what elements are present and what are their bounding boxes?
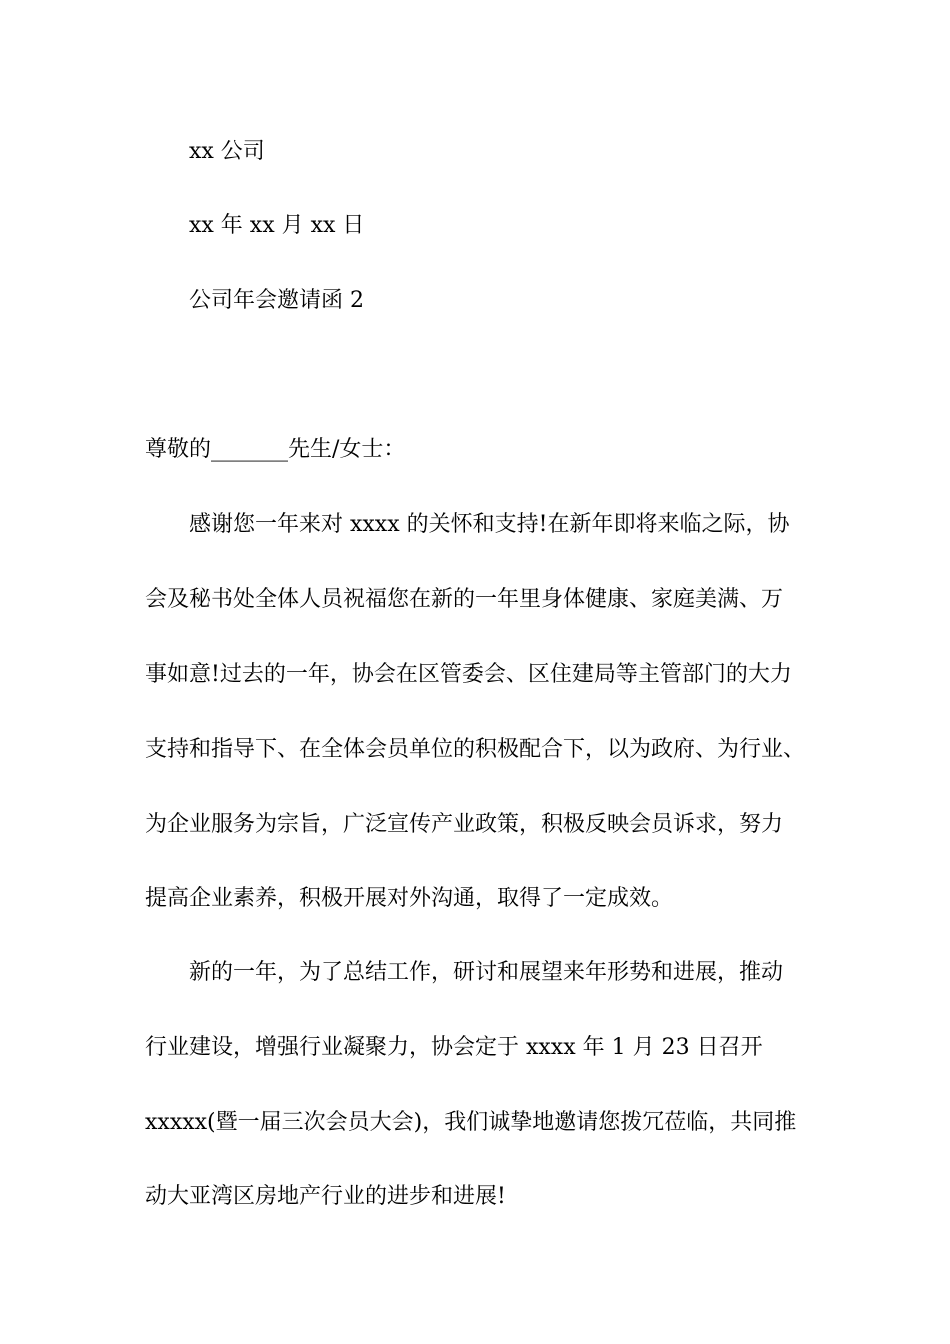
- paragraph-2-line-3: xxxxx(暨一届三次会员大会)，我们诚挚地邀请您拨冗莅临，共同推: [145, 1110, 797, 1135]
- document-title: 公司年会邀请函 2: [189, 288, 364, 313]
- paragraph-1-line-1: 感谢您一年来对 xxxx 的关怀和支持!在新年即将来临之际，协: [189, 512, 790, 537]
- paragraph-2-line-1: 新的一年，为了总结工作，研讨和展望来年形势和进展，推动: [189, 960, 784, 985]
- company-name: xx 公司: [189, 139, 265, 164]
- salutation: 尊敬的_______先生/女士：: [145, 437, 406, 462]
- paragraph-2-line-2: 行业建设，增强行业凝聚力，协会定于 xxxx 年 1 月 23 日召开: [145, 1035, 763, 1060]
- date-line: xx 年 xx 月 xx 日: [189, 213, 365, 238]
- paragraph-1-line-2: 会及秘书处全体人员祝福您在新的一年里身体健康、家庭美满、万: [145, 587, 784, 612]
- paragraph-1-line-3: 事如意!过去的一年，协会在区管委会、区住建局等主管部门的大力: [145, 662, 792, 687]
- paragraph-2-line-4: 动大亚湾区房地产行业的进步和进展!: [145, 1184, 506, 1209]
- paragraph-1-line-4: 支持和指导下、在全体会员单位的积极配合下，以为政府、为行业、: [145, 737, 806, 762]
- paragraph-1-line-6: 提高企业素养，积极开展对外沟通，取得了一定成效。: [145, 886, 674, 911]
- paragraph-1-line-5: 为企业服务为宗旨，广泛宣传产业政策，积极反映会员诉求，努力: [145, 812, 784, 837]
